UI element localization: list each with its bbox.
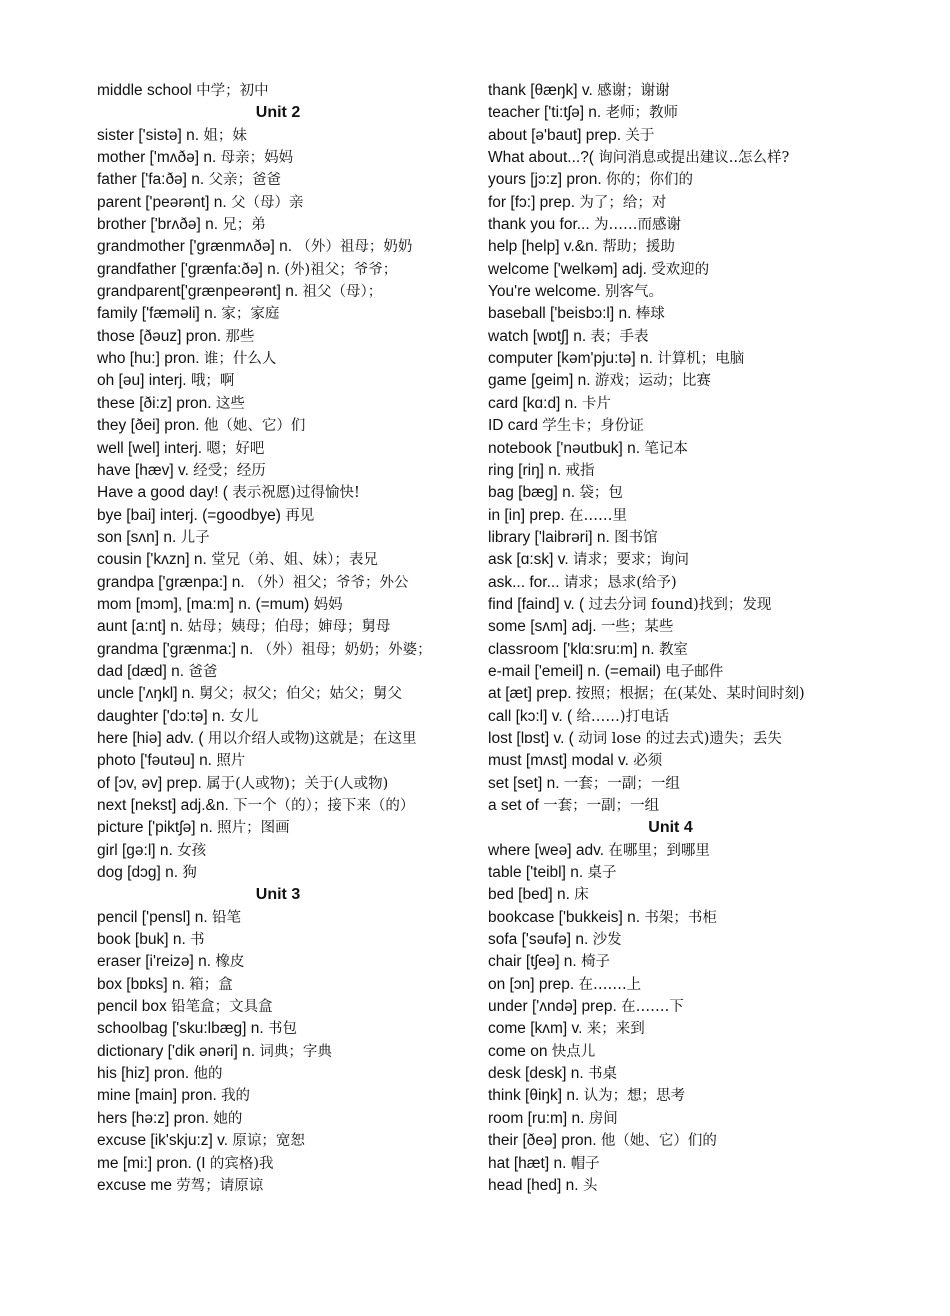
vocab-word: mine [main] pron. (97, 1087, 217, 1105)
vocab-entry (488, 1153, 888, 1175)
vocab-word: card [kɑ:d] n. (488, 394, 578, 412)
vocab-word: watch [wɒtʃ] n. (488, 327, 587, 345)
vocab-word: call [kɔ:l] v. ( (488, 707, 573, 725)
vocab-meaning: 谁；什么人 (203, 351, 277, 368)
vocab-word: welcome ['welkəm] adj. (488, 260, 647, 278)
vocab-entry (97, 393, 477, 415)
vocab-entry (97, 549, 477, 571)
vocab-entry (97, 281, 477, 303)
vocab-word: under ['ʌndə] prep. (488, 998, 617, 1016)
vocab-word: picture ['piktʃə] n. (97, 819, 213, 837)
vocab-meaning: 别客气。 (604, 284, 663, 301)
vocab-meaning: 学生卡；身份证 (542, 418, 644, 435)
vocab-entry (488, 683, 888, 705)
vocab-meaning: 按照；根据；在(某处、某时间时刻) (575, 686, 805, 703)
vocab-entry (488, 125, 888, 147)
vocab-entry (97, 773, 477, 795)
vocab-word: these [ði:z] pron. (97, 394, 212, 412)
vocab-word: grandpa ['grænpa:] n. (97, 573, 245, 591)
vocab-meaning: 母亲；妈妈 (220, 150, 294, 167)
vocab-entry (97, 527, 477, 549)
vocab-meaning: 他（她、它）们 (203, 418, 306, 435)
vocab-entry (488, 102, 888, 124)
vocab-word: dog [dɔg] n. (97, 864, 179, 882)
vocab-meaning: 一些；某些 (600, 619, 674, 636)
vocab-entry (488, 80, 888, 102)
vocab-meaning: 舅父；叔父；伯父；姑父；舅父 (199, 686, 403, 703)
vocab-meaning: 属于(人或物)；关于(人或物) (206, 775, 389, 792)
vocab-entry (97, 951, 477, 973)
vocab-meaning: 床 (574, 887, 589, 904)
vocab-entry (97, 929, 477, 951)
vocab-meaning: 老师；教师 (605, 105, 679, 122)
vocab-meaning: 为……而感谢 (594, 217, 681, 234)
vocab-meaning: 一套；一副；一组 (543, 798, 660, 814)
vocab-meaning: 狗 (182, 865, 197, 882)
vocab-word: chair [tʃeə] n. (488, 953, 577, 971)
vocab-entry (97, 125, 477, 147)
vocab-entry (97, 728, 477, 750)
vocab-meaning: 表示祝愿)过得愉快! (232, 485, 360, 502)
vocab-meaning: 姐；妹 (203, 127, 247, 144)
vocab-word: classroom ['klɑ:sru:m] n. (488, 640, 655, 658)
vocab-word: head [hed] n. (488, 1176, 579, 1194)
vocab-word: well [wel] interj. (97, 439, 203, 457)
vocab-word: library ['laibrəri] n. (488, 528, 610, 546)
vocab-meaning: 在…….下 (621, 999, 684, 1016)
vocab-meaning: 请求；恳求(给予) (563, 574, 677, 591)
vocab-word: teacher ['ti:tʃə] n. (488, 104, 602, 122)
vocab-meaning: （外）祖父；爷爷；外公 (249, 574, 409, 591)
vocab-entry (488, 795, 888, 817)
vocab-entry (97, 460, 477, 482)
vocab-entry (97, 974, 477, 996)
vocab-entry (488, 236, 888, 258)
vocab-word: here [hiə] adv. ( (97, 729, 204, 747)
vocab-word: Have a good day! ( (97, 484, 228, 502)
vocab-entry (97, 795, 477, 817)
vocab-entry (488, 281, 888, 303)
vocab-word: sofa ['səufə] n. (488, 931, 589, 949)
vocab-meaning: 嗯；好吧 (206, 440, 265, 457)
vocab-word: What about...?( (488, 149, 594, 167)
vocab-word: they [ðei] pron. (97, 417, 200, 435)
vocab-word: room [ru:m] n. (488, 1109, 585, 1127)
vocab-word: find [faind] v. ( (488, 595, 585, 613)
vocab-meaning: （外）祖母；奶奶 (296, 239, 413, 256)
vocab-entry (488, 214, 888, 236)
vocab-word: must [mʌst] modal v. (488, 752, 629, 770)
vocab-word: for [fɔ:] prep. (488, 193, 576, 211)
vocab-entry (97, 572, 477, 594)
vocab-entry (488, 907, 888, 929)
vocab-word: middle school (97, 82, 192, 99)
vocab-meaning: 游戏；运动；比赛 (594, 373, 711, 390)
vocab-word: computer [kəm'pju:tə] n. (488, 350, 653, 368)
vocab-meaning: 在…….上 (578, 976, 642, 993)
vocab-meaning: 关于 (625, 127, 655, 144)
vocab-meaning: 椅子 (581, 954, 611, 971)
vocab-entry (488, 616, 888, 638)
vocab-entry (488, 773, 888, 795)
vocab-meaning: 一套；一副；一组 (563, 775, 680, 792)
vocab-word: next [nekst] adj.&n. (97, 797, 229, 814)
vocab-word: bye [bai] interj. (=goodbye) (97, 506, 281, 524)
vocab-meaning: 经受；经历 (193, 462, 266, 479)
vocab-entry (97, 907, 477, 929)
vocab-meaning: 姑母；姨母；伯母；婶母；舅母 (187, 619, 391, 636)
vocab-meaning: 感谢；谢谢 (597, 83, 670, 99)
vocab-entry (97, 1175, 477, 1197)
vocab-entry (488, 840, 888, 862)
vocab-word: box [bɒks] n. (97, 975, 185, 993)
vocab-entry (488, 884, 888, 906)
vocab-meaning: 的宾格)我 (209, 1155, 274, 1172)
vocab-word: sister ['sistə] n. (97, 126, 200, 144)
vocab-meaning: 快点儿 (551, 1043, 596, 1060)
vocab-word: table ['teibl] n. (488, 864, 584, 882)
vocab-entry (97, 1130, 477, 1152)
vocab-entry (97, 1018, 477, 1040)
vocab-entry (97, 683, 477, 705)
vocab-entry (97, 482, 477, 504)
vocab-word: lost [lɒst] v. ( (488, 729, 574, 747)
vocab-word: their [ðeə] pron. (488, 1132, 597, 1150)
vocab-meaning: 铅笔 (211, 909, 241, 926)
vocab-entry (488, 460, 888, 482)
vocab-meaning: 橡皮 (215, 954, 245, 971)
vocab-entry (488, 974, 888, 996)
vocab-meaning: 他的 (193, 1066, 223, 1083)
vocab-word: mother ['mʌðə] n. (97, 149, 217, 167)
vocab-entry (97, 706, 477, 728)
vocab-meaning: 这些 (215, 395, 245, 412)
vocab-entry (488, 706, 888, 728)
vocab-word: excuse [ik'skju:z] v. (97, 1132, 229, 1150)
vocab-word: daughter ['dɔ:tə] n. (97, 707, 225, 725)
vocab-entry (488, 1063, 888, 1085)
vocab-meaning: 箱；盒 (189, 976, 233, 993)
vocab-meaning: 你的；你们的 (606, 172, 694, 189)
vocab-meaning: 原谅；宽恕 (232, 1133, 305, 1150)
vocab-entry (97, 415, 477, 437)
vocab-entry (488, 415, 888, 437)
vocab-entry (97, 1041, 477, 1063)
vocab-meaning: 她的 (213, 1110, 243, 1127)
vocab-entry (488, 303, 888, 325)
vocab-word: grandmother ['grænmʌðə] n. (97, 238, 293, 256)
vocab-entry (97, 1153, 477, 1175)
vocab-word: some [sʌm] adj. (488, 618, 597, 636)
vocab-meaning: 家；家庭 (221, 306, 280, 323)
vocab-entry (488, 348, 888, 370)
vocab-meaning: 询问消息或提出建议..怎么样? (598, 150, 790, 167)
unit-heading: Unit 4 (648, 819, 693, 837)
vocab-word: game [geim] n. (488, 372, 591, 390)
vocab-meaning: 在哪里；到哪里 (608, 842, 710, 859)
vocab-word: his [hiz] pron. (97, 1065, 190, 1083)
vocab-word: me [mi:] pron. (I (97, 1154, 206, 1172)
vocab-meaning: 我的 (221, 1088, 251, 1105)
vocab-word: about [ə'baut] prep. (488, 126, 622, 144)
vocab-word: dad [dæd] n. (97, 662, 185, 680)
vocab-entry (488, 169, 888, 191)
vocab-meaning: 认为；想；思考 (583, 1088, 686, 1105)
vocab-entry (97, 169, 477, 191)
vocab-word: grandfather ['grænfa:ðə] n. (97, 260, 281, 278)
vocab-entry (488, 639, 888, 661)
vocab-entry (488, 1041, 888, 1063)
vocab-meaning: 堂兄（弟、姐、妹）；表兄 (211, 552, 378, 569)
vocab-entry (97, 639, 477, 661)
vocab-entry (97, 505, 477, 527)
vocab-entry (97, 147, 477, 169)
vocab-word: where [weə] adv. (488, 841, 605, 859)
vocab-entry (488, 370, 888, 392)
vocab-entry (488, 147, 888, 169)
vocab-entry (488, 728, 888, 750)
vocab-meaning: 图书馆 (614, 529, 658, 546)
vocab-meaning: 词典；字典 (259, 1043, 332, 1060)
vocab-entry (488, 951, 888, 973)
vocab-entry (97, 862, 477, 884)
vocab-meaning: 桌子 (587, 865, 617, 882)
vocab-word: pencil box (97, 998, 167, 1016)
vocab-word: think [θiŋk] n. (488, 1087, 580, 1105)
vocab-meaning: 笔记本 (644, 440, 688, 457)
vocab-meaning: 劳驾；请原谅 (176, 1177, 264, 1194)
vocab-meaning: 表；手表 (590, 328, 649, 345)
vocab-entry (488, 750, 888, 772)
vocab-meaning: 用以介绍人或物)这就是；在这里 (207, 730, 417, 747)
vocab-meaning: 他（她、它）们的 (600, 1133, 717, 1150)
vocab-meaning: 沙发 (592, 932, 622, 949)
vocab-word: parent ['peərənt] n. (97, 193, 227, 211)
vocab-word: excuse me (97, 1176, 172, 1194)
vocab-meaning: 房间 (588, 1110, 618, 1127)
vocab-meaning: 棒球 (635, 306, 665, 323)
vocab-word: girl [gə:l] n. (97, 841, 173, 859)
vocab-word: grandma ['grænma:] n. (97, 640, 254, 658)
vocab-entry (97, 438, 477, 460)
vocab-word: thank [θæŋk] v. (488, 82, 593, 99)
vocab-entry (97, 817, 477, 839)
vocab-meaning: 中学；初中 (196, 83, 269, 99)
vocab-word: ring [riŋ] n. (488, 461, 562, 479)
vocab-word: bookcase ['bukkeis] n. (488, 908, 641, 926)
vocab-meaning: 书架；书柜 (644, 909, 717, 926)
vocab-word: family ['fæməli] n. (97, 305, 218, 323)
vocab-word: yours [jɔ:z] pron. (488, 171, 602, 189)
vocab-word: help [help] v.&n. (488, 238, 599, 256)
vocab-meaning: 为了；给；对 (579, 194, 667, 211)
vocab-word: notebook ['nəutbuk] n. (488, 439, 641, 457)
vocab-meaning: 来；来到 (586, 1021, 645, 1038)
vocab-meaning: 帮助；援助 (602, 239, 675, 256)
vocab-word: You're welcome. (488, 283, 601, 301)
vocab-meaning: 戒指 (565, 462, 595, 479)
vocab-meaning: 哦；啊 (190, 373, 235, 390)
vocab-word: aunt [a:nt] n. (97, 618, 184, 636)
vocab-meaning: 祖父（母）； (302, 284, 383, 301)
right-column (488, 80, 888, 1197)
vocab-meaning: 父（母）亲 (230, 194, 304, 211)
vocab-word: photo ['fəutəu] n. (97, 752, 212, 770)
vocab-entry (488, 527, 888, 549)
vocab-entry (97, 80, 477, 102)
vocab-entry (97, 616, 477, 638)
vocab-word: father ['fa:ðə] n. (97, 171, 205, 189)
vocab-meaning: 儿子 (180, 529, 210, 546)
vocab-word: son [sʌn] n. (97, 528, 177, 546)
vocab-meaning: 教室 (658, 641, 688, 658)
vocab-entry (97, 750, 477, 772)
vocab-entry (488, 326, 888, 348)
vocab-entry (97, 1108, 477, 1130)
vocab-word: ask [ɑ:sk] v. (488, 551, 569, 569)
vocab-word: a set of (488, 797, 539, 814)
vocab-entry (488, 1085, 888, 1107)
vocab-meaning: 妈妈 (313, 596, 343, 613)
vocab-entry (97, 192, 477, 214)
vocab-meaning: 铅笔盒；文具盒 (171, 999, 273, 1016)
vocab-entry (488, 1130, 888, 1152)
vocab-entry (488, 1018, 888, 1040)
vocab-word: thank you for... (488, 216, 590, 234)
vocab-word: bed [bed] n. (488, 886, 570, 904)
vocab-meaning: 照片 (216, 753, 246, 770)
vocab-entry (97, 661, 477, 683)
vocab-meaning: 动词 lose 的过去式)遗失；丢失 (578, 730, 782, 747)
vocab-meaning: 照片；图画 (217, 820, 290, 837)
vocab-word: eraser [i'reizə] n. (97, 953, 212, 971)
vocab-entry (97, 370, 477, 392)
vocab-word: hat [hæt] n. (488, 1154, 567, 1172)
vocab-meaning: 书 (190, 932, 205, 949)
vocab-meaning: 兄；弟 (222, 217, 266, 234)
vocab-meaning: 爸爸 (188, 663, 218, 680)
vocab-meaning: 女儿 (229, 708, 259, 725)
vocab-word: come on (488, 1042, 548, 1060)
vocab-word: desk [desk] n. (488, 1065, 584, 1083)
vocab-word: mom [mɔm], [ma:m] n. (=mum) (97, 595, 310, 613)
vocab-word: on [ɔn] prep. (488, 975, 575, 993)
vocab-entry (488, 594, 888, 616)
vocab-meaning: 书桌 (587, 1066, 617, 1083)
vocab-entry (97, 326, 477, 348)
vocab-entry (488, 996, 888, 1018)
vocab-word: baseball ['beisbɔ:l] n. (488, 305, 632, 323)
vocab-word: cousin ['kʌzn] n. (97, 551, 207, 569)
vocab-word: brother ['brʌðə] n. (97, 216, 218, 234)
vocab-meaning: 请求；要求；询问 (573, 552, 689, 569)
vocab-meaning: 袋；包 (579, 485, 623, 502)
vocab-entry (97, 1063, 477, 1085)
left-column (97, 80, 477, 1197)
vocab-entry (97, 214, 477, 236)
vocab-meaning: （外）祖母；奶奶；外婆； (257, 641, 432, 658)
vocab-meaning: 书包 (267, 1021, 297, 1038)
vocab-word: book [buk] n. (97, 931, 186, 949)
vocab-entry (97, 1085, 477, 1107)
vocab-meaning: 头 (582, 1177, 598, 1194)
vocab-meaning: 计算机；电脑 (657, 351, 745, 368)
vocab-word: at [æt] prep. (488, 685, 572, 703)
vocab-entry (488, 661, 888, 683)
vocab-entry (488, 549, 888, 571)
vocab-word: come [kʌm] v. (488, 1020, 583, 1038)
vocab-word: bag [bæg] n. (488, 484, 576, 502)
vocab-word: ID card (488, 417, 538, 435)
vocab-word: of [ɔv, əv] prep. (97, 774, 202, 792)
vocab-meaning: 再见 (285, 507, 315, 524)
vocab-word: hers [hə:z] pron. (97, 1109, 210, 1127)
vocab-entry (488, 1108, 888, 1130)
vocab-meaning: 必须 (633, 753, 663, 770)
vocab-meaning: 卡片 (581, 395, 611, 412)
vocab-entry (97, 594, 477, 616)
vocab-entry (488, 572, 888, 594)
vocab-word: e-mail ['emeil] n. (=email) (488, 662, 662, 680)
vocab-meaning: 过去分词 found)找到；发现 (588, 596, 772, 613)
vocab-word: schoolbag ['sku:lbæg] n. (97, 1020, 264, 1038)
vocab-word: ask... for... (488, 573, 560, 591)
vocab-entry (488, 438, 888, 460)
vocab-word: set [set] n. (488, 774, 560, 792)
vocab-entry (97, 259, 477, 281)
vocab-entry (488, 393, 888, 415)
vocab-entry (488, 192, 888, 214)
vocab-meaning: 那些 (225, 328, 255, 345)
vocab-entry (488, 505, 888, 527)
vocab-entry (488, 862, 888, 884)
vocab-word: those [ðəuz] pron. (97, 327, 222, 345)
vocab-meaning: 父亲；爸爸 (208, 172, 282, 189)
vocab-meaning: 电子邮件 (665, 663, 724, 680)
vocab-word: pencil ['pensl] n. (97, 908, 208, 926)
vocab-entry (97, 348, 477, 370)
vocab-entry (488, 929, 888, 951)
vocab-word: uncle ['ʌŋkl] n. (97, 685, 195, 703)
vocab-word: grandparent['grænpeərənt] n. (97, 283, 299, 301)
vocab-word: in [in] prep. (488, 506, 565, 524)
vocab-word: oh [əu] interj. (97, 372, 187, 390)
vocab-entry (488, 482, 888, 504)
vocab-meaning: (外)祖父；爷爷； (284, 261, 398, 278)
vocab-meaning: 在……里 (569, 507, 627, 524)
vocab-entry (97, 996, 477, 1018)
vocab-word: who [hu:] pron. (97, 350, 200, 368)
vocab-word: dictionary ['dik ənəri] n. (97, 1042, 256, 1060)
unit-heading: Unit 2 (255, 104, 301, 122)
vocab-meaning: 受欢迎的 (651, 261, 710, 278)
vocab-meaning: 帽子 (570, 1155, 600, 1172)
vocab-meaning: 女孩 (177, 842, 207, 859)
vocab-entry (488, 259, 888, 281)
vocab-meaning: 下一个（的）；接下来（的） (233, 798, 415, 814)
vocab-word: have [hæv] v. (97, 461, 189, 479)
vocab-entry (97, 236, 477, 258)
vocab-meaning: 给……)打电话 (576, 708, 670, 725)
vocab-entry (488, 1175, 888, 1197)
unit-heading: Unit 3 (255, 886, 301, 904)
vocab-entry (97, 303, 477, 325)
vocab-entry (97, 840, 477, 862)
